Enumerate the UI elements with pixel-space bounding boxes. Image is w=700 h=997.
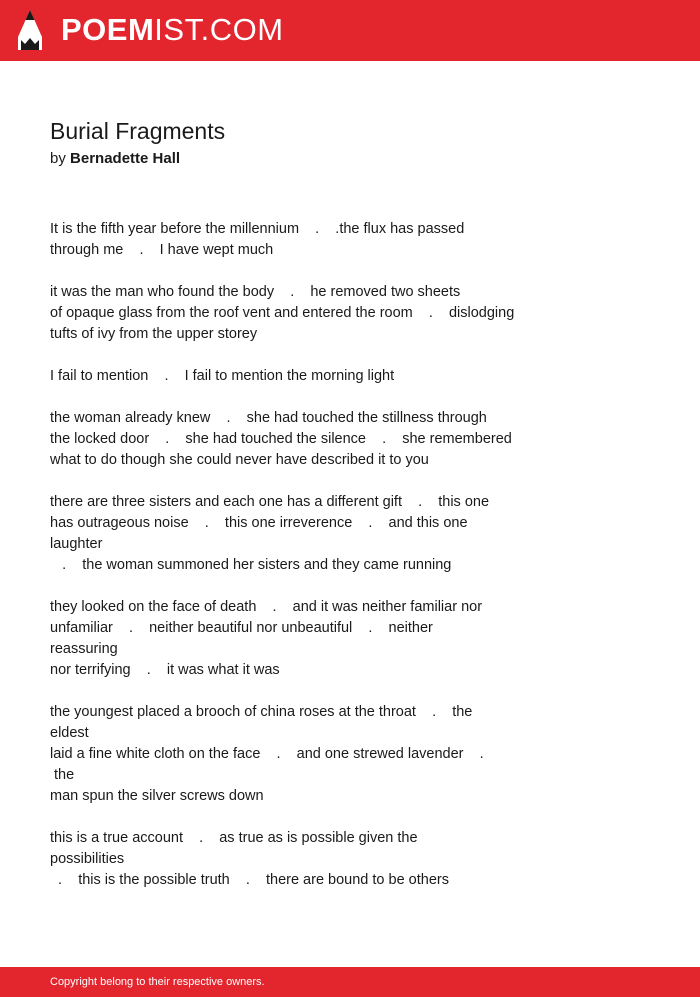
- poem-line: this is a true account . as true as is possible given the: [50, 830, 418, 846]
- site-header: [0, 0, 700, 61]
- poem-line: It is the fifth year before the millennium . .the flux has passed: [50, 221, 465, 237]
- poem-line: through me . I have wept much: [50, 242, 274, 258]
- poem-stanza: [50, 219, 570, 261]
- logo-text-light: IST.COM: [154, 12, 284, 47]
- copyright-text: Copyright belong to their respective owners.: [50, 976, 265, 988]
- logo-text-bold: POEM: [61, 12, 155, 47]
- poem-line: laid a fine white cloth on the face . and one strewed lavender .: [50, 746, 484, 762]
- poem-line: reassuring: [50, 641, 118, 657]
- poem-author: Bernadette Hall: [70, 150, 181, 167]
- poem-body: [50, 219, 570, 912]
- poem-line: there are three sisters and each one has a different gift . this one: [50, 494, 490, 510]
- poem-line: the: [50, 767, 75, 783]
- poem-line: the youngest placed a brooch of china roses at the throat . the: [50, 704, 473, 720]
- poem-line: man spun the silver screws down: [50, 788, 264, 804]
- poem-stanza: [50, 828, 570, 891]
- poem-stanza: [50, 366, 570, 387]
- poem-line: they looked on the face of death . and it was neither familiar nor: [50, 599, 483, 615]
- pencil-logo-icon[interactable]: [17, 9, 43, 51]
- poem-line: . this is the possible truth . there are bound to be others: [50, 872, 449, 888]
- poem-line: eldest: [50, 725, 89, 741]
- poem-line: has outrageous noise . this one irreverence . and this one: [50, 515, 468, 531]
- poem-line: the locked door . she had touched the silence . she remembered: [50, 431, 512, 447]
- poem-line: possibilities: [50, 851, 125, 867]
- poem-line: the woman already knew . she had touched the stillness through: [50, 410, 487, 426]
- poem-line: unfamiliar . neither beautiful nor unbeautiful . neither: [50, 620, 433, 636]
- poem-stanza: [50, 702, 570, 807]
- poem-line: nor terrifying . it was what it was: [50, 662, 280, 678]
- poem-title: Burial Fragments: [50, 118, 226, 144]
- poem-line: . the woman summoned her sisters and they came running: [50, 557, 452, 573]
- poem-line: laughter: [50, 536, 103, 552]
- poem-line: it was the man who found the body . he removed two sheets: [50, 284, 461, 300]
- poem-line: of opaque glass from the roof vent and entered the room . dislodging: [50, 305, 515, 321]
- poem-line: I fail to mention . I fail to mention the morning light: [50, 368, 395, 384]
- poem-byline: [50, 148, 180, 170]
- poem-stanza: [50, 492, 570, 576]
- poem-stanza: [50, 282, 570, 345]
- poem-line: what to do though she could never have described it to you: [50, 452, 429, 468]
- site-logo[interactable]: [61, 12, 284, 48]
- poem-line: tufts of ivy from the upper storey: [50, 326, 258, 342]
- poem-stanza: [50, 408, 570, 471]
- by-label: by: [50, 150, 66, 167]
- poem-stanza: [50, 597, 570, 681]
- site-footer: [0, 967, 700, 997]
